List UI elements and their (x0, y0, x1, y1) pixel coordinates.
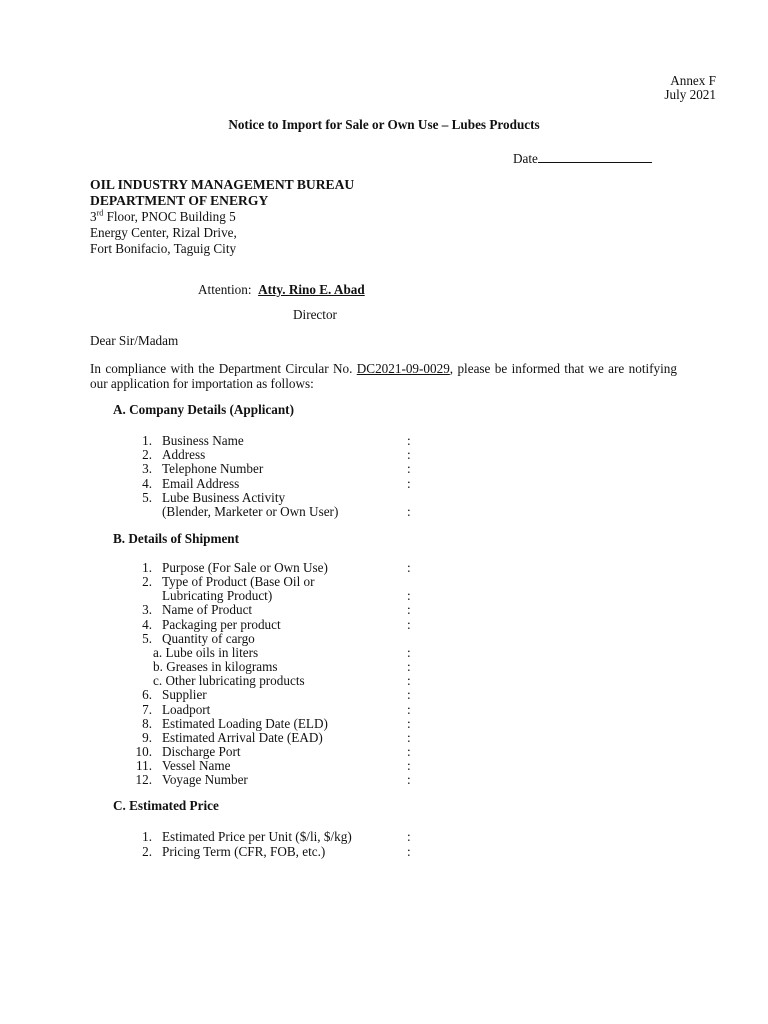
item-label: Vessel Name (162, 758, 231, 774)
item-number: 6. (142, 687, 152, 703)
addressee-block (90, 177, 354, 257)
item-label: Telephone Number (162, 461, 264, 477)
item-colon: : (407, 433, 411, 448)
date-blank-line (538, 150, 652, 163)
addressee-street: Energy Center, Rizal Drive, (90, 225, 237, 240)
item-label: Business Name (162, 433, 244, 448)
item-label: Voyage Number (162, 772, 248, 788)
item-label: Supplier (162, 687, 207, 703)
circular-number: DC2021-09-0029 (356, 361, 450, 376)
item-label: Lube Business Activity (162, 489, 286, 505)
item-label: a. Lube oils in liters (153, 644, 259, 660)
item-label: Estimated Price per Unit ($/li, $/kg) (162, 829, 352, 844)
item-number: 12. (135, 772, 152, 788)
item-label: Discharge Port (162, 743, 241, 759)
section-b-heading: B. Details of Shipment (113, 531, 240, 546)
item-number: 8. (142, 715, 152, 731)
item-colon: : (407, 602, 411, 618)
item-label: Pricing Term (CFR, FOB, etc.) (162, 844, 326, 859)
item-number: 10. (135, 743, 152, 759)
item-colon: : (407, 588, 411, 604)
item-colon: : (407, 701, 411, 717)
item-colon: : (407, 715, 411, 731)
salutation: Dear Sir/Madam (90, 333, 179, 348)
annex-label: Annex F (670, 73, 716, 88)
item-label: Estimated Loading Date (ELD) (162, 715, 328, 731)
item-number: 11. (136, 758, 152, 774)
addressee-bureau: OIL INDUSTRY MANAGEMENT BUREAU (90, 177, 355, 192)
annex-header (664, 74, 716, 102)
item-number: 1. (142, 829, 152, 844)
floor-number: 3 (90, 209, 97, 224)
item-number: 4. (142, 475, 152, 491)
section-c-heading: C. Estimated Price (113, 798, 219, 813)
item-colon: : (407, 743, 411, 759)
item-number: 2. (142, 447, 152, 463)
attention-label: Attention: (198, 282, 252, 297)
item-number: 2. (142, 574, 152, 590)
item-colon: : (407, 616, 411, 632)
item-colon: : (407, 644, 411, 660)
item-colon: : (407, 447, 411, 463)
item-colon: : (407, 659, 411, 675)
intro-paragraph (90, 361, 677, 391)
addressee-city: Fort Bonifacio, Taguig City (90, 241, 237, 256)
intro-before: In compliance with the Department Circular No. (90, 361, 357, 376)
item-colon: : (407, 729, 411, 745)
item-number: 9. (142, 729, 152, 745)
item-label: Loadport (162, 701, 211, 717)
annex-date: July 2021 (664, 87, 716, 102)
item-label: b. Greases in kilograms (153, 659, 278, 675)
addressee-department: DEPARTMENT OF ENERGY (90, 193, 269, 208)
attention-line (198, 283, 365, 297)
item-colon: : (407, 844, 411, 859)
item-colon: : (407, 475, 411, 491)
item-number: 7. (142, 701, 152, 717)
intro-after: , please be informed that we are notifying our application for importation as follows: (90, 361, 677, 391)
item-number: 5. (142, 630, 152, 646)
attention-position: Director (293, 307, 337, 322)
item-label: Type of Product (Base Oil or (162, 574, 315, 590)
item-label: Lubricating Product) (162, 588, 273, 604)
addressee-floor (90, 209, 354, 225)
item-label: Address (162, 447, 206, 463)
floor-rest: Floor, PNOC Building 5 (103, 209, 236, 224)
item-number: 5. (142, 489, 152, 505)
item-number: 4. (142, 616, 152, 632)
date-field (513, 150, 652, 166)
item-colon: : (407, 829, 411, 844)
item-number: 1. (142, 560, 152, 575)
item-colon: : (407, 504, 411, 519)
item-colon: : (407, 687, 411, 703)
item-number: 3. (142, 461, 152, 477)
date-label: Date (513, 151, 538, 166)
document-title: Notice to Import for Sale or Own Use – Lubes Products (228, 117, 540, 132)
item-label: Packaging per product (162, 616, 281, 632)
item-label: Name of Product (162, 602, 253, 618)
item-label: Estimated Arrival Date (EAD) (162, 729, 323, 745)
item-colon: : (407, 560, 411, 575)
item-number: 1. (142, 433, 152, 448)
item-label: Purpose (For Sale or Own Use) (162, 560, 328, 575)
item-label: c. Other lubricating products (153, 673, 305, 689)
item-label: Quantity of cargo (162, 630, 255, 646)
section-a-heading: A. Company Details (Applicant) (113, 402, 294, 417)
item-colon: : (407, 758, 411, 774)
item-number: 3. (142, 602, 152, 618)
item-colon: : (407, 673, 411, 689)
item-number: 2. (142, 844, 152, 859)
item-label: (Blender, Marketer or Own User) (162, 504, 339, 519)
item-colon: : (407, 772, 411, 788)
floor-suffix: rd (96, 208, 104, 218)
attention-name: Atty. Rino E. Abad (258, 282, 365, 297)
item-colon: : (407, 461, 411, 477)
item-label: Email Address (162, 475, 240, 491)
